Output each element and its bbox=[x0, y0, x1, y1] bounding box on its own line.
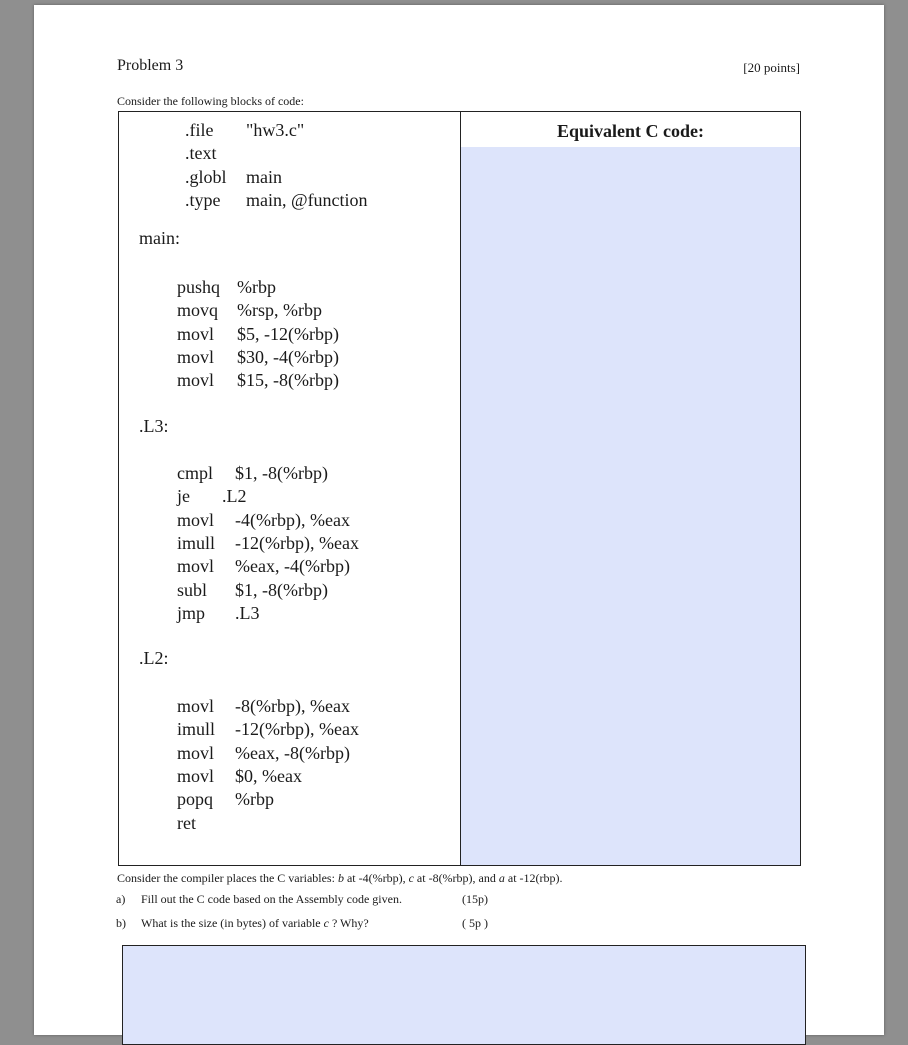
points-label: [20 points] bbox=[743, 60, 800, 75]
assembly-code-column bbox=[119, 112, 461, 865]
c-code-header: Equivalent C code: bbox=[461, 112, 800, 147]
code-table bbox=[118, 111, 801, 866]
asm-opcode: movl bbox=[177, 370, 215, 391]
asm-opcode: movl bbox=[177, 556, 215, 577]
asm-opcode: pushq bbox=[177, 277, 221, 297]
asm-operands: %eax, -4(%rbp) bbox=[235, 556, 350, 577]
asm-instruction bbox=[185, 166, 282, 188]
size-answer-area[interactable] bbox=[122, 945, 806, 1045]
asm-opcode: imull bbox=[177, 719, 216, 740]
asm-operands: $30, -4(%rbp) bbox=[237, 346, 339, 367]
asm-opcode: movl bbox=[177, 509, 215, 530]
asm-instruction bbox=[177, 532, 359, 554]
asm-label: main: bbox=[139, 228, 180, 248]
asm-operands: $0, %eax bbox=[235, 765, 302, 786]
asm-opcode: ret bbox=[177, 812, 196, 833]
asm-operands: -12(%rbp), %eax bbox=[235, 532, 359, 553]
problem-title: Problem 3 bbox=[117, 57, 184, 74]
asm-operands: -8(%rbp), %eax bbox=[235, 696, 350, 716]
c-code-answer-area[interactable] bbox=[461, 147, 800, 865]
asm-opcode: popq bbox=[177, 789, 213, 810]
asm-opcode: jmp bbox=[177, 602, 206, 623]
asm-opcode: movl bbox=[177, 696, 215, 716]
asm-instruction bbox=[177, 323, 339, 345]
asm-opcode: movl bbox=[177, 346, 215, 367]
asm-opcode: .globl bbox=[185, 166, 227, 187]
asm-operands: main bbox=[246, 166, 282, 187]
asm-operands: $1, -8(%rbp) bbox=[235, 463, 328, 483]
asm-instruction bbox=[185, 142, 246, 164]
asm-instruction bbox=[177, 602, 260, 624]
asm-operands: $1, -8(%rbp) bbox=[235, 579, 328, 600]
asm-operands: -4(%rbp), %eax bbox=[235, 509, 350, 530]
asm-instruction bbox=[177, 555, 350, 577]
asm-label: .L2: bbox=[139, 648, 169, 668]
asm-instruction bbox=[177, 276, 276, 298]
asm-instruction bbox=[177, 788, 274, 810]
asm-opcode: imull bbox=[177, 532, 216, 553]
question-a: a) Fill out the C code based on the Assembly code given. (15p) bbox=[116, 892, 488, 906]
asm-operands: %rbp bbox=[237, 277, 276, 297]
asm-opcode: je bbox=[177, 486, 190, 507]
asm-operands: main, @function bbox=[246, 189, 368, 210]
asm-operands: -12(%rbp), %eax bbox=[235, 719, 359, 740]
variable-placement-note: Consider the compiler places the C variables: b at -4(%rbp), c at -8(%rbp), and a at -12(rbp). bbox=[117, 871, 563, 885]
asm-instruction bbox=[177, 509, 350, 531]
asm-instruction bbox=[177, 346, 339, 368]
asm-opcode: cmpl bbox=[177, 463, 213, 483]
asm-instruction bbox=[177, 299, 322, 321]
asm-operands: "hw3.c" bbox=[246, 120, 305, 140]
asm-operands: .L2 bbox=[222, 486, 247, 507]
asm-instruction bbox=[185, 189, 368, 211]
asm-operands: %eax, -8(%rbp) bbox=[235, 742, 350, 763]
document-page bbox=[34, 5, 884, 1035]
asm-opcode: .text bbox=[185, 143, 217, 164]
asm-instruction bbox=[177, 485, 247, 507]
asm-operands: $15, -8(%rbp) bbox=[237, 370, 339, 391]
asm-instruction bbox=[177, 369, 339, 391]
asm-instruction bbox=[177, 695, 350, 717]
asm-operands: %rsp, %rbp bbox=[237, 300, 322, 321]
asm-operands: %rbp bbox=[235, 789, 274, 810]
asm-instruction bbox=[177, 718, 359, 740]
asm-operands: .L3 bbox=[235, 602, 260, 623]
asm-opcode: movl bbox=[177, 323, 215, 344]
asm-instruction bbox=[185, 119, 304, 141]
asm-instruction bbox=[177, 742, 350, 764]
asm-opcode: .file bbox=[185, 120, 214, 140]
question-b: b) What is the size (in bytes) of variable c ? Why? ( 5p ) bbox=[116, 916, 488, 930]
asm-opcode: movl bbox=[177, 742, 215, 763]
asm-instruction bbox=[177, 579, 328, 601]
asm-opcode: movl bbox=[177, 765, 215, 786]
asm-opcode: movq bbox=[177, 300, 219, 321]
asm-instruction bbox=[177, 462, 328, 484]
asm-instruction bbox=[177, 812, 235, 834]
c-code-column bbox=[461, 112, 800, 865]
asm-opcode: subl bbox=[177, 579, 208, 600]
asm-opcode: .type bbox=[185, 189, 221, 210]
asm-instruction bbox=[177, 765, 302, 787]
intro-text: Consider the following blocks of code: bbox=[117, 94, 304, 108]
asm-operands: $5, -12(%rbp) bbox=[237, 323, 339, 344]
asm-label: .L3: bbox=[139, 416, 169, 436]
